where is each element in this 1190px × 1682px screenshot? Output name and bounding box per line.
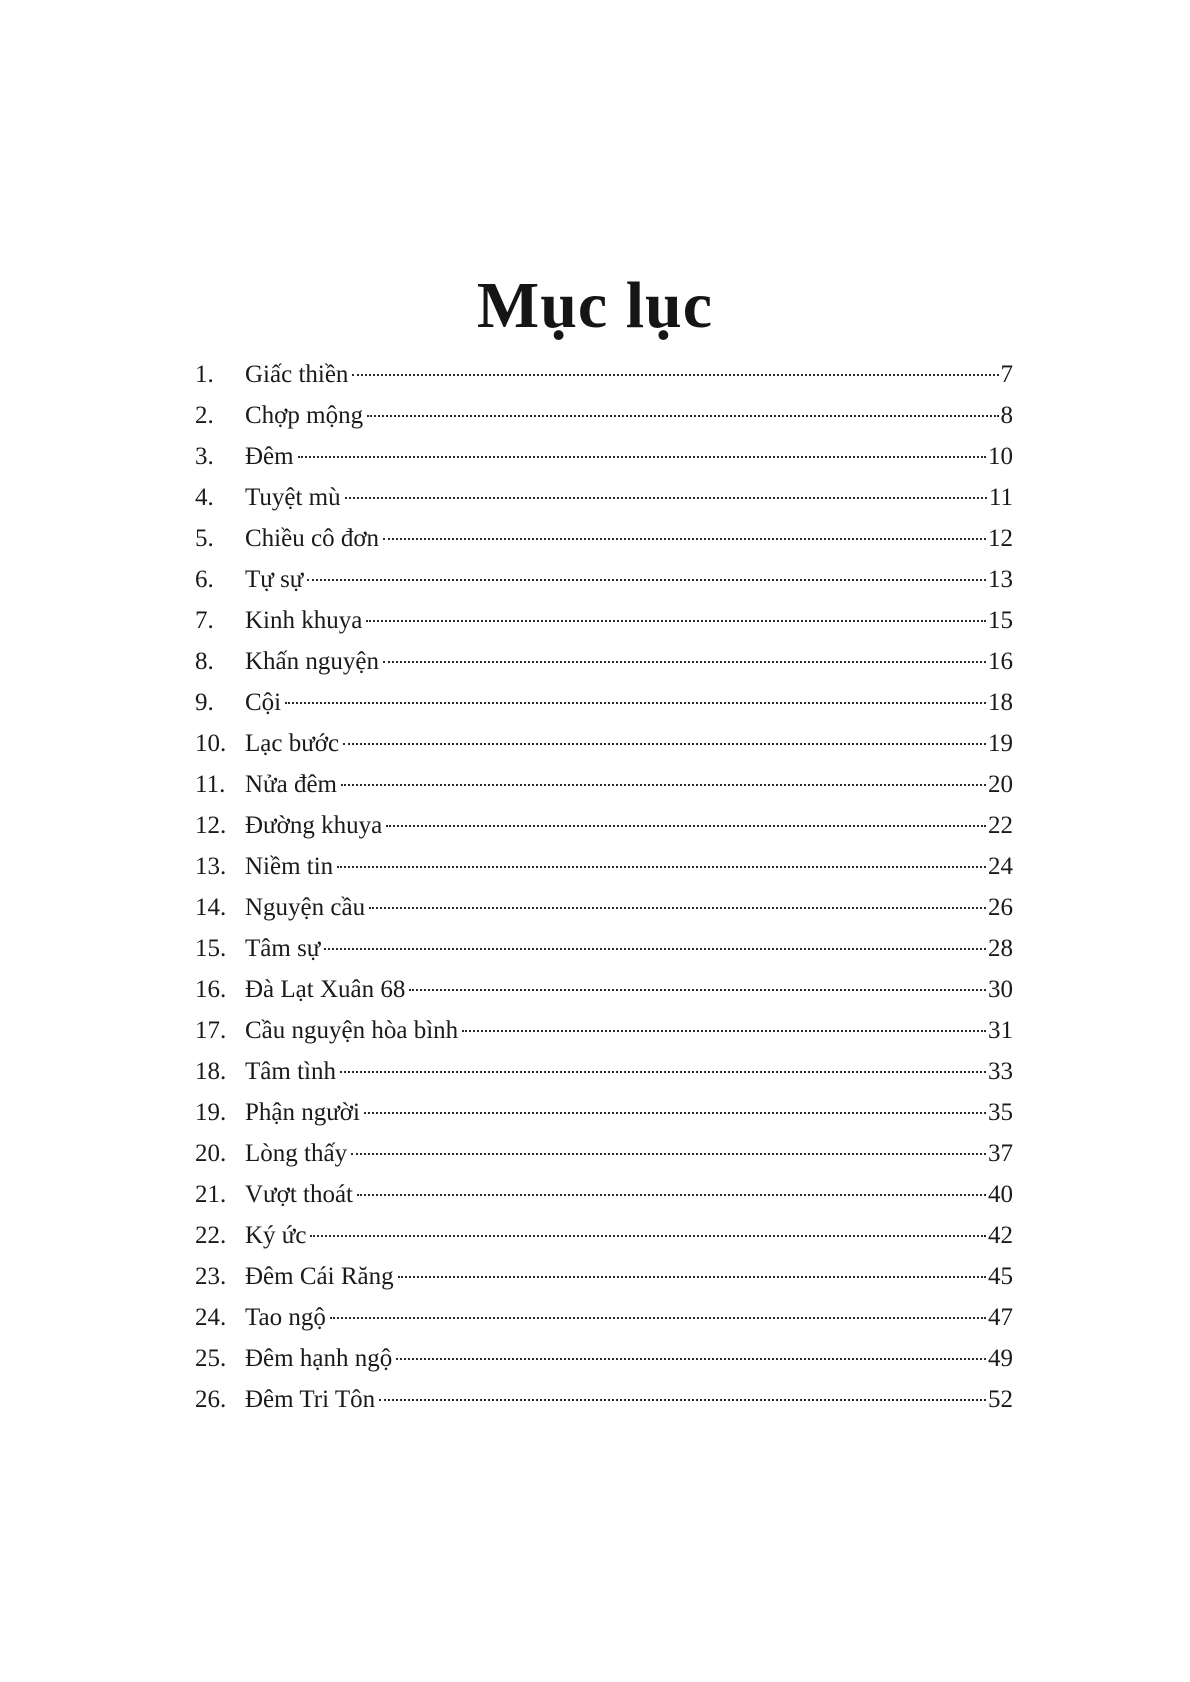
toc-entry-number: 13. bbox=[195, 853, 227, 880]
toc-entry bbox=[195, 1133, 1013, 1174]
dot-leader bbox=[396, 1358, 986, 1360]
toc-entry-title: Đêm bbox=[245, 443, 294, 470]
toc-entry bbox=[195, 1338, 1013, 1379]
toc-entry-title: Tự sự bbox=[245, 566, 304, 593]
toc-entry bbox=[195, 928, 1013, 969]
toc-entry-title: Giấc thiền bbox=[245, 361, 349, 388]
dot-leader bbox=[364, 1112, 986, 1114]
dot-leader bbox=[383, 538, 986, 540]
toc-entry-page: 7 bbox=[1000, 361, 1013, 388]
toc-entry-page: 11 bbox=[988, 484, 1013, 511]
toc-entry-title: Lạc bước bbox=[245, 730, 340, 757]
dot-leader bbox=[398, 1276, 986, 1278]
toc-entry-title: Đà Lạt Xuân 68 bbox=[245, 976, 406, 1003]
toc-entry-title: Tuyệt mù bbox=[245, 484, 341, 511]
dot-leader bbox=[345, 497, 987, 499]
toc-entry-page: 15 bbox=[988, 607, 1013, 634]
toc-entry-page: 16 bbox=[988, 648, 1013, 675]
toc-entry bbox=[195, 559, 1013, 600]
toc-entry bbox=[195, 723, 1013, 764]
dot-leader bbox=[366, 620, 986, 622]
toc-entry bbox=[195, 518, 1013, 559]
toc-entry-page: 13 bbox=[988, 566, 1013, 593]
toc-entry-page: 10 bbox=[988, 443, 1013, 470]
dot-leader bbox=[337, 866, 986, 868]
toc-entry-title: Tâm tình bbox=[245, 1058, 336, 1085]
toc-entry-number: 15. bbox=[195, 935, 227, 962]
toc-entry-number: 26. bbox=[195, 1386, 227, 1413]
toc-entry bbox=[195, 1174, 1013, 1215]
toc-entry bbox=[195, 682, 1013, 723]
toc-entry-page: 20 bbox=[988, 771, 1013, 798]
dot-leader bbox=[383, 661, 986, 663]
toc-entry-number: 14. bbox=[195, 894, 227, 921]
toc-entry-page: 47 bbox=[988, 1304, 1013, 1331]
toc-entry bbox=[195, 887, 1013, 928]
toc-entry-number: 6. bbox=[195, 566, 214, 593]
toc-entry-number: 1. bbox=[195, 361, 214, 388]
dot-leader bbox=[307, 579, 986, 581]
toc-entry-title: Kinh khuya bbox=[245, 607, 363, 634]
toc-entry-title: Tâm sự bbox=[245, 935, 321, 962]
toc-entry-number: 23. bbox=[195, 1263, 227, 1290]
toc-entry-number: 9. bbox=[195, 689, 214, 716]
toc-entry-page: 45 bbox=[988, 1263, 1013, 1290]
toc-entry-title: Đường khuya bbox=[245, 812, 383, 839]
toc-entry-title: Đêm Cái Răng bbox=[245, 1263, 394, 1290]
toc-entry-page: 42 bbox=[988, 1222, 1013, 1249]
toc-entry-title: Nửa đêm bbox=[245, 771, 337, 798]
toc-entry-title: Chiều cô đơn bbox=[245, 525, 380, 552]
dot-leader bbox=[357, 1194, 986, 1196]
dot-leader bbox=[285, 702, 986, 704]
toc-entry-title: Lòng thấy bbox=[245, 1140, 348, 1167]
toc-entry-number: 3. bbox=[195, 443, 214, 470]
toc-entry-title: Ký ức bbox=[245, 1222, 307, 1249]
toc-entry-page: 26 bbox=[988, 894, 1013, 921]
toc-entry-page: 40 bbox=[988, 1181, 1013, 1208]
toc-entry-page: 49 bbox=[988, 1345, 1013, 1372]
toc-entry-number: 24. bbox=[195, 1304, 227, 1331]
toc-entry bbox=[195, 764, 1013, 805]
toc-entry-number: 17. bbox=[195, 1017, 227, 1044]
dot-leader bbox=[409, 989, 986, 991]
dot-leader bbox=[351, 1153, 986, 1155]
dot-leader bbox=[343, 743, 986, 745]
toc-entry bbox=[195, 1256, 1013, 1297]
toc-entry-number: 18. bbox=[195, 1058, 227, 1085]
toc-entry-title: Nguyện cầu bbox=[245, 894, 366, 921]
toc-entry-page: 37 bbox=[988, 1140, 1013, 1167]
toc-entry-title: Phận người bbox=[245, 1099, 360, 1126]
toc-entry-number: 10. bbox=[195, 730, 227, 757]
toc-entry-number: 5. bbox=[195, 525, 214, 552]
toc-entry-page: 30 bbox=[988, 976, 1013, 1003]
toc-entry-page: 18 bbox=[988, 689, 1013, 716]
toc-entry-page: 52 bbox=[988, 1386, 1013, 1413]
toc-entry bbox=[195, 641, 1013, 682]
toc-entry-page: 19 bbox=[988, 730, 1013, 757]
toc-entry bbox=[195, 600, 1013, 641]
toc-entry-number: 19. bbox=[195, 1099, 227, 1126]
toc-entry-number: 2. bbox=[195, 402, 214, 429]
toc-entry bbox=[195, 1215, 1013, 1256]
toc-entry-number: 25. bbox=[195, 1345, 227, 1372]
toc-entry-title: Cầu nguyện hòa bình bbox=[245, 1017, 459, 1044]
toc-entry bbox=[195, 1051, 1013, 1092]
page-title: Mục lục bbox=[476, 269, 714, 343]
toc-entry bbox=[195, 1379, 1013, 1420]
toc-entry bbox=[195, 436, 1013, 477]
dot-leader bbox=[330, 1317, 986, 1319]
toc-entry-title: Đêm Tri Tôn bbox=[245, 1386, 376, 1413]
toc-entry-number: 16. bbox=[195, 976, 227, 1003]
toc-entry-number: 12. bbox=[195, 812, 227, 839]
toc-entry bbox=[195, 354, 1013, 395]
dot-leader bbox=[324, 948, 986, 950]
toc-entry-title: Đêm hạnh ngộ bbox=[245, 1345, 393, 1372]
toc-entry-page: 33 bbox=[988, 1058, 1013, 1085]
dot-leader bbox=[340, 1071, 986, 1073]
dot-leader bbox=[369, 907, 986, 909]
toc-entry bbox=[195, 1297, 1013, 1338]
toc-entry bbox=[195, 477, 1013, 518]
table-of-contents bbox=[195, 354, 1013, 1420]
toc-entry-page: 8 bbox=[1000, 402, 1013, 429]
toc-entry-title: Khấn nguyện bbox=[245, 648, 379, 675]
toc-entry-page: 28 bbox=[988, 935, 1013, 962]
toc-entry bbox=[195, 846, 1013, 887]
toc-entry bbox=[195, 1010, 1013, 1051]
dot-leader bbox=[462, 1030, 986, 1032]
toc-entry bbox=[195, 395, 1013, 436]
toc-entry-number: 20. bbox=[195, 1140, 227, 1167]
toc-entry-page: 12 bbox=[988, 525, 1013, 552]
toc-entry-title: Niềm tin bbox=[245, 853, 334, 880]
toc-entry-number: 8. bbox=[195, 648, 214, 675]
dot-leader bbox=[386, 825, 986, 827]
toc-entry-number: 7. bbox=[195, 607, 214, 634]
dot-leader bbox=[341, 784, 986, 786]
toc-entry-title: Tao ngộ bbox=[245, 1304, 326, 1331]
toc-entry-title: Chợp mộng bbox=[245, 402, 364, 429]
toc-entry-page: 31 bbox=[988, 1017, 1013, 1044]
toc-entry-number: 22. bbox=[195, 1222, 227, 1249]
toc-entry-page: 24 bbox=[988, 853, 1013, 880]
toc-entry-title: Cội bbox=[245, 689, 282, 716]
toc-entry-number: 4. bbox=[195, 484, 214, 511]
dot-leader bbox=[298, 456, 986, 458]
toc-entry bbox=[195, 1092, 1013, 1133]
dot-leader bbox=[352, 374, 998, 376]
dot-leader bbox=[379, 1399, 986, 1401]
toc-entry bbox=[195, 969, 1013, 1010]
toc-entry-title: Vượt thoát bbox=[245, 1181, 354, 1208]
toc-entry-page: 22 bbox=[988, 812, 1013, 839]
toc-entry-page: 35 bbox=[988, 1099, 1013, 1126]
toc-entry-number: 11. bbox=[195, 771, 226, 798]
dot-leader bbox=[367, 415, 998, 417]
toc-entry-number: 21. bbox=[195, 1181, 227, 1208]
toc-entry bbox=[195, 805, 1013, 846]
dot-leader bbox=[310, 1235, 986, 1237]
